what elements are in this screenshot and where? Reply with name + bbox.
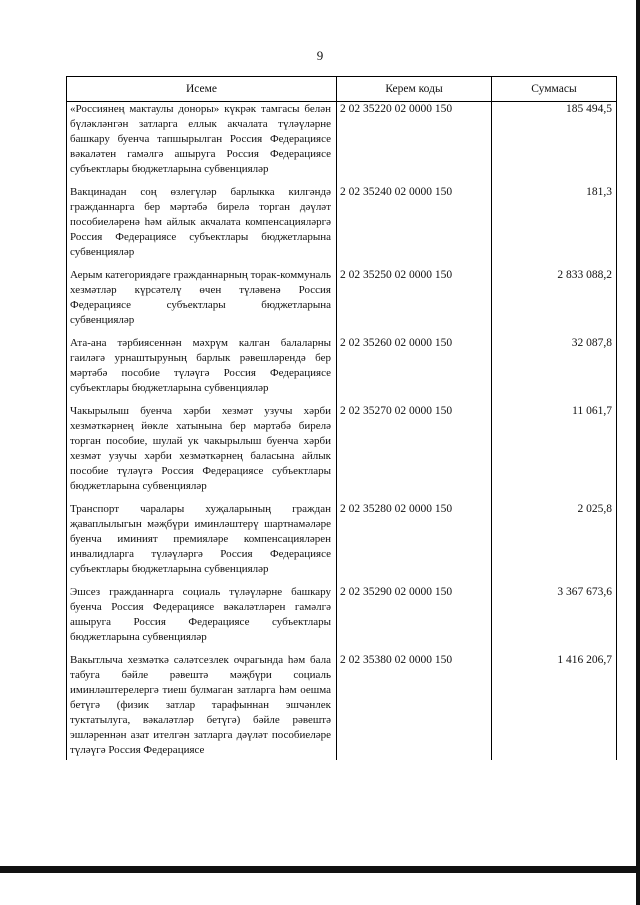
column-header-amount: Суммасы	[492, 77, 617, 102]
row-name: Чакырылыш буенча хәрби хезмәт узучы хәрби хезмәткәрнең йөкле хатынына бер мәртәбә бирелә торган пособие, шулай ук чакырылыш буенча хәрби хезмәт узучы хәрби хезмәткәрнең баласына айлык пособие түләүгә Россия Федерациясе субъектлары бюджетларына субвенцияләр	[67, 404, 337, 502]
row-name: Аерым категориядәге гражданнарның торак-коммуналь хезмәтләр күрсәтелү өчен түләвенә Россия Федерациясе субъектлары бюджетларына субвенцияләр	[67, 268, 337, 336]
scan-edge-bottom	[0, 866, 640, 873]
table-row	[67, 653, 617, 760]
row-code: 2 02 35380 02 0000 150	[337, 653, 492, 760]
row-amount: 2 025,8	[492, 502, 617, 585]
table-row	[67, 268, 617, 336]
row-code: 2 02 35280 02 0000 150	[337, 502, 492, 585]
budget-revenue-table	[66, 76, 617, 760]
row-code: 2 02 35270 02 0000 150	[337, 404, 492, 502]
row-amount: 1 416 206,7	[492, 653, 617, 760]
column-header-name: Исеме	[67, 77, 337, 102]
row-name: Транспорт чаралары хуҗаларының граждан җаваплылыгын мәҗбүри иминләштерү шартнамәләре буенча иминият премияләре компенсацияләрен инвалидларга түләүләргә Россия Федерациясе субъектлары бюджетларына субвенцияләр	[67, 502, 337, 585]
column-header-code: Керем коды	[337, 77, 492, 102]
table-row	[67, 404, 617, 502]
row-amount: 3 367 673,6	[492, 585, 617, 653]
row-amount: 11 061,7	[492, 404, 617, 502]
row-code: 2 02 35220 02 0000 150	[337, 102, 492, 186]
scan-edge-right	[636, 0, 640, 905]
page-number: 9	[316, 48, 324, 63]
row-code: 2 02 35290 02 0000 150	[337, 585, 492, 653]
row-name: Ата-ана тәрбиясеннән мәхрүм калган балаларны гаиләгә урнаштыруның барлык рәвешләрендә бер мәртәбә пособие түләүгә Россия Федерациясе субъектлары бюджетларына субвенцияләр	[67, 336, 337, 404]
row-amount: 181,3	[492, 185, 617, 268]
row-name: Эшсез гражданнарга социаль түләүләрне башкару буенча Россия Федерациясе вәкаләтләрен гамәлгә ашыруга Россия Федерациясе субъектлары бюджетларына субвенцияләр	[67, 585, 337, 653]
table-row	[67, 102, 617, 186]
row-name: Вакытлыча хезмәткә сәләтсезлек очрагында һәм бала табуга бәйле рәвештә мәҗбүри социаль иминләштерелергә тиеш булмаган затларга һәм оешма бетүгә (физик затлар тарафыннан эшчәнлек туктатылуга, вәкаләтләр бетүгә) бәйле рәвештә эшләреннән азат ителгән затларга дәүләт пособиеләре түләүгә Россия Федерациясе	[67, 653, 337, 760]
table-row	[67, 585, 617, 653]
row-code: 2 02 35240 02 0000 150	[337, 185, 492, 268]
row-code: 2 02 35260 02 0000 150	[337, 336, 492, 404]
row-name: Вакцинадан соң өзлегүләр барлыкка килгәндә гражданнарга бер мәртәбә бирелә торган дәүләт пособиеләренә һәм айлык акчалата компенсацияләргә Россия Федерациясе субъектлары бюджетларына субвенцияләр	[67, 185, 337, 268]
table-header-row	[67, 77, 617, 102]
table-row	[67, 502, 617, 585]
table-row	[67, 185, 617, 268]
row-amount: 2 833 088,2	[492, 268, 617, 336]
table-row	[67, 336, 617, 404]
row-amount: 185 494,5	[492, 102, 617, 186]
row-code: 2 02 35250 02 0000 150	[337, 268, 492, 336]
row-amount: 32 087,8	[492, 336, 617, 404]
row-name: «Россиянең мактаулы доноры» күкрәк тамгасы белән бүләкләнгән затларга еллык акчалата түләүләрне башкару буенча тапшырылган Россия Федерациясе вәкаләтен гамәлгә ашыруга Россия Федерациясе субъектлары бюджетларына субвенцияләр	[67, 102, 337, 186]
